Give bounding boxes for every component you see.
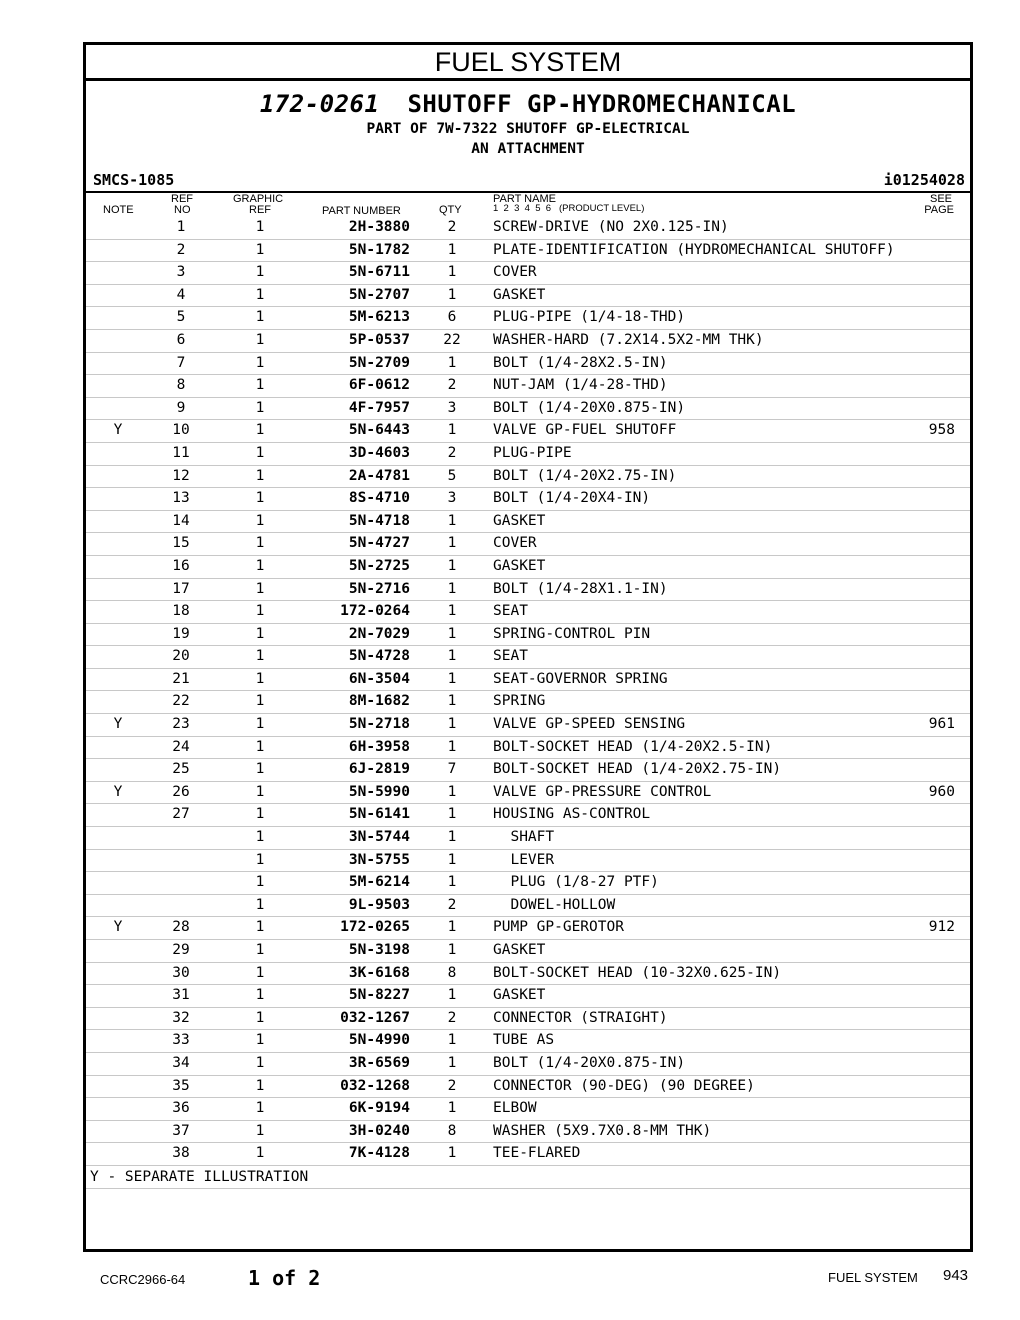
ref-no-cell: 3	[176, 264, 186, 281]
graphic-ref-cell: 1	[255, 942, 265, 958]
table-row	[86, 420, 970, 443]
table-row	[86, 488, 970, 511]
header-qty: QTY	[439, 204, 462, 216]
part-number-cell: 5N-6443	[348, 422, 410, 439]
part-name-cell: BOLT-SOCKET HEAD (1/4-20X2.75-IN)	[493, 761, 782, 778]
part-number-cell: 5N-2707	[348, 286, 410, 303]
ref-no-cell: 9	[176, 399, 186, 416]
qty-cell: 1	[447, 625, 457, 642]
part-number-cell: 5P-0537	[348, 331, 410, 348]
ref-no-cell: 4	[176, 286, 186, 303]
header-see-top: SEE	[929, 193, 952, 205]
table-row	[86, 917, 970, 940]
graphic-ref-cell: 1	[255, 286, 265, 303]
table-row	[86, 601, 970, 624]
part-number-cell: 5M-6213	[348, 309, 410, 326]
graphic-ref-cell: 1	[255, 693, 265, 710]
graphic-ref-cell: 1	[255, 987, 265, 1004]
graphic-ref-cell: 1	[255, 444, 265, 461]
part-name-cell: BOLT (1/4-20X4-IN)	[493, 490, 651, 507]
part-number-cell: 5M-6214	[348, 874, 410, 891]
graphic-ref-cell: 1	[255, 919, 265, 936]
table-row	[86, 1121, 970, 1144]
qty-cell: 3	[447, 399, 457, 416]
note-cell: Y	[113, 783, 123, 800]
page-of: 1 of 2	[248, 1266, 321, 1290]
parts-table	[86, 217, 970, 1166]
graphic-ref-cell: 1	[255, 738, 265, 755]
graphic-ref-cell: 1	[255, 377, 265, 394]
part-name-cell: NUT-JAM (1/4-28-THD)	[493, 377, 668, 394]
qty-cell: 22	[443, 331, 461, 348]
section-title: FUEL SYSTEM	[86, 45, 970, 81]
qty-cell: 1	[447, 557, 457, 574]
ref-no-cell: 8	[176, 377, 186, 394]
part-name-cell: GASKET	[493, 942, 546, 958]
qty-cell: 2	[447, 444, 457, 461]
graphic-ref-cell: 1	[255, 264, 265, 281]
graphic-ref-cell: 1	[255, 806, 265, 823]
qty-cell: 1	[447, 580, 457, 597]
parts-page-frame	[83, 42, 973, 1252]
ref-no-cell: 31	[172, 987, 190, 1004]
qty-cell: 1	[447, 942, 457, 958]
part-name-cell: SCREW-DRIVE (NO 2X0.125-IN)	[493, 219, 729, 235]
table-row	[86, 1076, 970, 1099]
note-cell: Y	[113, 422, 123, 439]
table-row	[86, 533, 970, 556]
qty-cell: 1	[447, 693, 457, 710]
qty-cell: 1	[447, 422, 457, 439]
graphic-ref-cell: 1	[255, 467, 265, 484]
header-part-name: PART NAME	[493, 193, 556, 205]
group-name: SHUTOFF GP-HYDROMECHANICAL	[407, 90, 797, 118]
graphic-ref-cell: 1	[255, 625, 265, 642]
header-graphic-bottom: REF	[249, 204, 271, 216]
qty-cell: 1	[447, 783, 457, 800]
part-number-cell: 6F-0612	[348, 377, 410, 394]
graphic-ref-cell: 1	[255, 422, 265, 439]
graphic-ref-cell: 1	[255, 512, 265, 529]
qty-cell: 1	[447, 286, 457, 303]
ref-no-cell: 17	[172, 580, 190, 597]
ref-no-cell: 21	[172, 670, 190, 687]
part-name-cell: SPRING-CONTROL PIN	[493, 625, 651, 642]
table-row	[86, 714, 970, 737]
graphic-ref-cell: 1	[255, 1077, 265, 1094]
part-number-cell: 5N-6711	[348, 264, 410, 281]
graphic-ref-cell: 1	[255, 670, 265, 687]
table-row	[86, 646, 970, 669]
graphic-ref-cell: 1	[255, 535, 265, 552]
ref-no-cell: 28	[172, 919, 190, 936]
table-row	[86, 307, 970, 330]
ref-no-cell: 38	[172, 1145, 190, 1162]
graphic-ref-cell: 1	[255, 851, 265, 868]
part-number-cell: 3N-5744	[348, 829, 410, 846]
ref-no-cell: 27	[172, 806, 190, 823]
ref-no-cell: 32	[172, 1009, 190, 1026]
part-number-cell: 3N-5755	[348, 851, 410, 868]
document-id: i01254028	[883, 171, 965, 189]
qty-cell: 1	[447, 670, 457, 687]
part-name-cell: SEAT-GOVERNOR SPRING	[493, 670, 668, 687]
table-row	[86, 1030, 970, 1053]
smcs-row	[86, 169, 970, 191]
qty-cell: 1	[447, 919, 457, 936]
ref-no-cell: 10	[172, 422, 190, 439]
part-number-cell: 7K-4128	[348, 1145, 410, 1162]
ref-no-cell: 36	[172, 1100, 190, 1117]
part-name-cell: BOLT (1/4-20X2.75-IN)	[493, 467, 677, 484]
qty-cell: 2	[447, 377, 457, 394]
ref-no-cell: 11	[172, 444, 190, 461]
ref-no-cell: 33	[172, 1032, 190, 1049]
part-number-cell: 6H-3958	[348, 738, 410, 755]
part-number-cell: 172-0264	[340, 603, 410, 620]
graphic-ref-cell: 1	[255, 874, 265, 891]
table-row	[86, 963, 970, 986]
part-number-cell: 5N-3198	[348, 942, 410, 958]
see-page-cell: 912	[928, 919, 955, 936]
part-number-cell: 2A-4781	[348, 467, 410, 484]
ref-no-cell: 30	[172, 964, 190, 981]
ref-no-cell: 19	[172, 625, 190, 642]
graphic-ref-cell: 1	[255, 648, 265, 665]
table-row	[86, 217, 970, 240]
graphic-ref-cell: 1	[255, 557, 265, 574]
part-of-line: PART OF 7W-7322 SHUTOFF GP-ELECTRICAL	[366, 121, 690, 137]
part-name-cell: CONNECTOR (STRAIGHT)	[493, 1009, 668, 1026]
part-name-cell: BOLT (1/4-28X1.1-IN)	[493, 580, 668, 597]
part-number-cell: 2H-3880	[348, 219, 410, 235]
part-name-cell: TUBE AS	[493, 1032, 555, 1049]
ref-no-cell: 2	[176, 241, 186, 258]
ref-no-cell: 6	[176, 331, 186, 348]
table-row	[86, 691, 970, 714]
table-row	[86, 398, 970, 421]
table-row	[86, 353, 970, 376]
ref-no-cell: 7	[176, 354, 186, 371]
part-name-cell: HOUSING AS-CONTROL	[493, 806, 651, 823]
table-row	[86, 895, 970, 918]
note-cell: Y	[113, 716, 123, 733]
qty-cell: 1	[447, 648, 457, 665]
qty-cell: 2	[447, 1077, 457, 1094]
part-number-cell: 032-1268	[340, 1077, 410, 1094]
qty-cell: 1	[447, 512, 457, 529]
ref-no-cell: 20	[172, 648, 190, 665]
part-number-cell: 6N-3504	[348, 670, 410, 687]
part-number-cell: 5N-2725	[348, 557, 410, 574]
graphic-ref-cell: 1	[255, 964, 265, 981]
ref-no-cell: 1	[176, 219, 186, 235]
ref-no-cell: 15	[172, 535, 190, 552]
smcs-code: SMCS-1085	[93, 171, 175, 189]
ref-no-cell: 24	[172, 738, 190, 755]
graphic-ref-cell: 1	[255, 896, 265, 913]
part-number-cell: 5N-1782	[348, 241, 410, 258]
graphic-ref-cell: 1	[255, 829, 265, 846]
ref-no-cell: 23	[172, 716, 190, 733]
ref-no-cell: 5	[176, 309, 186, 326]
table-row	[86, 579, 970, 602]
graphic-ref-cell: 1	[255, 1032, 265, 1049]
part-name-cell: SHAFT	[493, 829, 555, 846]
table-row	[86, 511, 970, 534]
part-name-cell: ELBOW	[493, 1100, 537, 1117]
graphic-ref-cell: 1	[255, 399, 265, 416]
table-row	[86, 262, 970, 285]
header-graphic-top: GRAPHIC	[233, 193, 284, 205]
part-name-cell: BOLT (1/4-28X2.5-IN)	[493, 354, 668, 371]
graphic-ref-cell: 1	[255, 331, 265, 348]
part-number-cell: 3H-0240	[348, 1122, 410, 1139]
part-name-cell: BOLT (1/4-20X0.875-IN)	[493, 399, 686, 416]
table-row	[86, 1098, 970, 1121]
table-row	[86, 466, 970, 489]
part-name-cell: PUMP GP-GEROTOR	[493, 919, 624, 936]
qty-cell: 2	[447, 896, 457, 913]
table-row	[86, 759, 970, 782]
qty-cell: 1	[447, 603, 457, 620]
ref-no-cell: 16	[172, 557, 190, 574]
graphic-ref-cell: 1	[255, 1054, 265, 1071]
part-number-cell: 6K-9194	[348, 1100, 410, 1117]
graphic-ref-cell: 1	[255, 1145, 265, 1162]
qty-cell: 6	[447, 309, 457, 326]
table-row	[86, 556, 970, 579]
table-row	[86, 804, 970, 827]
table-row	[86, 443, 970, 466]
part-name-cell: SEAT	[493, 603, 528, 620]
qty-cell: 1	[447, 241, 457, 258]
graphic-ref-cell: 1	[255, 354, 265, 371]
table-row	[86, 985, 970, 1008]
part-name-cell: GASKET	[493, 987, 546, 1004]
part-number-cell: 3R-6569	[348, 1054, 410, 1071]
qty-cell: 1	[447, 535, 457, 552]
table-row	[86, 1008, 970, 1031]
part-name-cell: SPRING	[493, 693, 546, 710]
part-number-cell: 9L-9503	[348, 896, 410, 913]
table-row	[86, 330, 970, 353]
part-number-cell: 5N-4727	[348, 535, 410, 552]
graphic-ref-cell: 1	[255, 603, 265, 620]
part-number-cell: 5N-6141	[348, 806, 410, 823]
part-number-cell: 5N-4718	[348, 512, 410, 529]
see-page-cell: 960	[928, 783, 955, 800]
part-name-cell: COVER	[493, 535, 537, 552]
part-name-cell: DOWEL-HOLLOW	[493, 896, 616, 913]
qty-cell: 1	[447, 829, 457, 846]
part-name-cell: PLUG-PIPE	[493, 444, 572, 461]
qty-cell: 1	[447, 354, 457, 371]
part-name-cell: LEVER	[493, 851, 555, 868]
qty-cell: 7	[447, 761, 457, 778]
part-number-cell: 2N-7029	[348, 625, 410, 642]
qty-cell: 1	[447, 1054, 457, 1071]
part-name-cell: GASKET	[493, 512, 546, 529]
ref-no-cell: 29	[172, 942, 190, 958]
part-number-cell: 5N-2709	[348, 354, 410, 371]
qty-cell: 8	[447, 1122, 457, 1139]
part-number-cell: 032-1267	[340, 1009, 410, 1026]
header-part-number: PART NUMBER	[322, 205, 401, 217]
see-page-cell: 958	[928, 422, 955, 439]
qty-cell: 1	[447, 264, 457, 281]
ref-no-cell: 37	[172, 1122, 190, 1139]
qty-cell: 2	[447, 219, 457, 235]
part-name-cell: WASHER-HARD (7.2X14.5X2-MM THK)	[493, 331, 764, 348]
catalog-number: CCRC2966-64	[100, 1272, 186, 1287]
table-row	[86, 669, 970, 692]
part-name-cell: BOLT-SOCKET HEAD (10-32X0.625-IN)	[493, 964, 782, 981]
header-note: NOTE	[103, 204, 134, 216]
part-name-cell: PLUG-PIPE (1/4-18-THD)	[493, 309, 686, 326]
part-number-cell: 8M-1682	[348, 693, 410, 710]
footer-section: FUEL SYSTEM	[828, 1270, 918, 1285]
part-number-cell: 5N-2718	[348, 716, 410, 733]
ref-no-cell: 14	[172, 512, 190, 529]
table-row	[86, 737, 970, 760]
part-number-cell: 3K-6168	[348, 964, 410, 981]
table-row	[86, 850, 970, 873]
table-row	[86, 624, 970, 647]
part-name-cell: SEAT	[493, 648, 528, 665]
graphic-ref-cell: 1	[255, 761, 265, 778]
ref-no-cell: 22	[172, 693, 190, 710]
table-row	[86, 240, 970, 263]
attachment-line: AN ATTACHMENT	[471, 141, 585, 157]
note-cell: Y	[113, 919, 123, 936]
column-headers	[86, 191, 970, 217]
part-name-cell: VALVE GP-SPEED SENSING	[493, 716, 686, 733]
part-name-cell: GASKET	[493, 557, 546, 574]
table-row	[86, 782, 970, 805]
qty-cell: 3	[447, 490, 457, 507]
qty-cell: 1	[447, 987, 457, 1004]
qty-cell: 1	[447, 1100, 457, 1117]
graphic-ref-cell: 1	[255, 309, 265, 326]
table-row	[86, 285, 970, 308]
page-number: 943	[943, 1267, 969, 1284]
page-footer	[0, 1262, 1020, 1292]
table-row	[86, 940, 970, 963]
table-row	[86, 1053, 970, 1076]
part-number-cell: 5N-4990	[348, 1032, 410, 1049]
qty-cell: 8	[447, 964, 457, 981]
part-name-cell: GASKET	[493, 286, 546, 303]
ref-no-cell: 18	[172, 603, 190, 620]
graphic-ref-cell: 1	[255, 1009, 265, 1026]
header-see-bottom: PAGE	[924, 204, 954, 216]
graphic-ref-cell: 1	[255, 1100, 265, 1117]
header-ref-bottom: NO	[174, 204, 191, 216]
group-number: 172-0261	[259, 90, 380, 118]
qty-cell: 1	[447, 874, 457, 891]
ref-no-cell: 34	[172, 1054, 190, 1071]
table-row	[86, 1143, 970, 1166]
qty-cell: 1	[447, 806, 457, 823]
header-ref-top: REF	[171, 193, 193, 205]
ref-no-cell: 25	[172, 761, 190, 778]
part-number-cell: 172-0265	[340, 919, 410, 936]
table-row	[86, 872, 970, 895]
part-number-cell: 5N-5990	[348, 783, 410, 800]
part-name-cell: WASHER (5X9.7X0.8-MM THK)	[493, 1122, 712, 1139]
graphic-ref-cell: 1	[255, 1122, 265, 1139]
ref-no-cell: 26	[172, 783, 190, 800]
group-title	[86, 89, 970, 119]
graphic-ref-cell: 1	[255, 241, 265, 258]
table-row	[86, 375, 970, 398]
graphic-ref-cell: 1	[255, 490, 265, 507]
graphic-ref-cell: 1	[255, 580, 265, 597]
part-name-cell: VALVE GP-PRESSURE CONTROL	[493, 783, 712, 800]
graphic-ref-cell: 1	[255, 219, 265, 235]
ref-no-cell: 12	[172, 467, 190, 484]
part-name-cell: BOLT-SOCKET HEAD (1/4-20X2.5-IN)	[493, 738, 773, 755]
qty-cell: 1	[447, 851, 457, 868]
graphic-ref-cell: 1	[255, 716, 265, 733]
graphic-ref-cell: 1	[255, 783, 265, 800]
qty-cell: 5	[447, 467, 457, 484]
legend-note: Y - SEPARATE ILLUSTRATION	[86, 1166, 970, 1189]
part-name-cell: CONNECTOR (90-DEG) (90 DEGREE)	[493, 1077, 755, 1094]
part-number-cell: 5N-4728	[348, 648, 410, 665]
header-product-levels: 1 2 3 4 5 6 (PRODUCT LEVEL)	[493, 203, 645, 214]
part-number-cell: 4F-7957	[348, 399, 410, 416]
see-page-cell: 961	[928, 716, 955, 733]
qty-cell: 2	[447, 1009, 457, 1026]
qty-cell: 1	[447, 1032, 457, 1049]
part-name-cell: PLUG (1/8-27 PTF)	[493, 874, 659, 891]
qty-cell: 1	[447, 716, 457, 733]
part-number-cell: 3D-4603	[348, 444, 410, 461]
ref-no-cell: 13	[172, 490, 190, 507]
part-name-cell: VALVE GP-FUEL SHUTOFF	[493, 422, 677, 439]
part-name-cell: COVER	[493, 264, 537, 281]
qty-cell: 1	[447, 738, 457, 755]
qty-cell: 1	[447, 1145, 457, 1162]
part-number-cell: 8S-4710	[348, 490, 410, 507]
part-name-cell: PLATE-IDENTIFICATION (HYDROMECHANICAL SHUTOFF)	[493, 241, 895, 258]
table-row	[86, 827, 970, 850]
part-number-cell: 5N-2716	[348, 580, 410, 597]
part-name-cell: TEE-FLARED	[493, 1145, 581, 1162]
part-number-cell: 6J-2819	[348, 761, 410, 778]
part-name-cell: BOLT (1/4-20X0.875-IN)	[493, 1054, 686, 1071]
part-number-cell: 5N-8227	[348, 987, 410, 1004]
ref-no-cell: 35	[172, 1077, 190, 1094]
